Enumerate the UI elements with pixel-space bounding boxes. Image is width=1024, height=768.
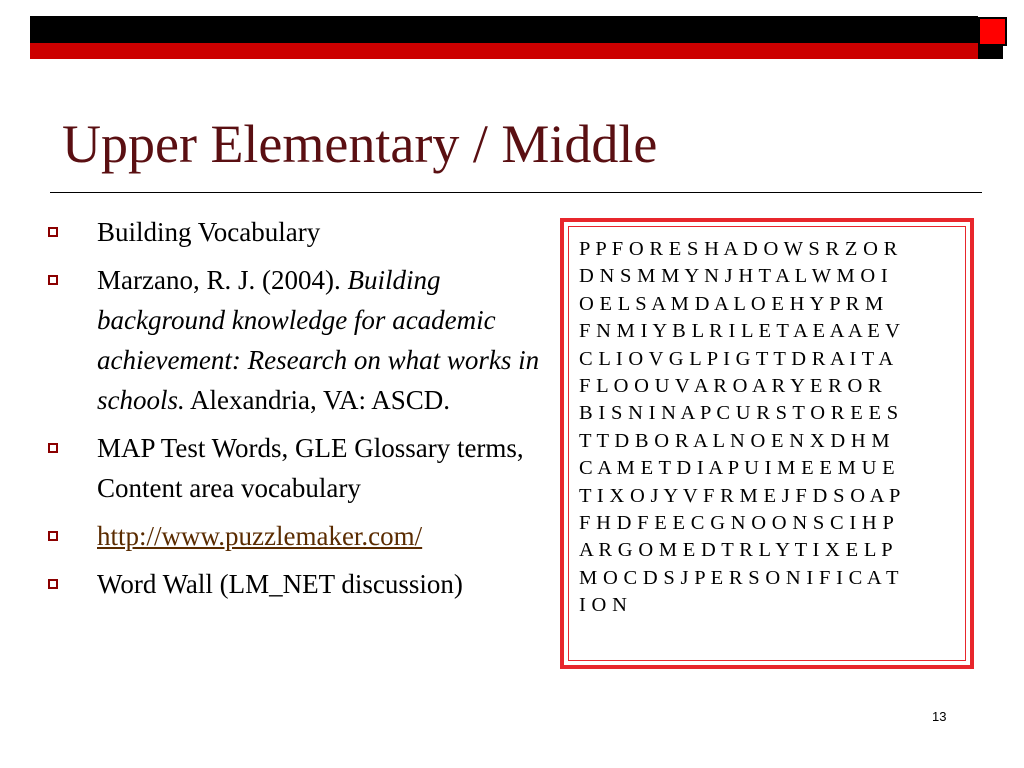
word-search-row: I O N [579, 594, 628, 617]
corner-square [978, 17, 1007, 46]
word-search-row: D N S M M Y N J H T A L W M O I [579, 265, 889, 288]
bullet-list [44, 212, 560, 612]
puzzlemaker-link[interactable]: http://www.puzzlemaker.com/ [97, 521, 423, 551]
square-bullet-icon [48, 579, 58, 589]
square-bullet-icon [48, 531, 58, 541]
word-search-row: P P F O R E S H A D O W S R Z O R [579, 238, 898, 260]
word-search-inner-border [568, 226, 966, 661]
header-accent-strip [30, 43, 980, 59]
bullet-text: Building Vocabulary [97, 217, 321, 247]
corner-square-lower [978, 44, 1003, 59]
bullet-item [44, 428, 560, 508]
bullet-item [44, 564, 560, 604]
word-search-row: O E L S A M D A L O E H Y P R M [579, 292, 884, 315]
citation-title: Building background knowledge for academic achievement: Research on what works in schools. [97, 265, 540, 415]
word-search-row: F H D F E E C G N O O N S C I H P [579, 512, 895, 535]
word-search-row: M O C D S J P E R S O N I F I C A T [579, 566, 899, 589]
citation-author: Marzano, R. J. (2004). [97, 265, 348, 295]
square-bullet-icon [48, 275, 58, 285]
word-search-row: F N M I Y B L R I L E T A E A A E V [579, 320, 901, 343]
bullet-text: MAP Test Words, GLE Glossary terms, Content area vocabulary [97, 433, 524, 503]
word-search-row: C A M E T D I A P U I M E E M U E [579, 457, 895, 480]
word-search-row: A R G O M E D T R L Y T I X E L P [579, 539, 894, 562]
square-bullet-icon [48, 227, 58, 237]
bullet-item [44, 212, 560, 252]
word-search-row: B I S N I N A P C U R S T O R E E S [579, 402, 899, 425]
citation-publisher: Alexandria, VA: ASCD. [184, 385, 451, 415]
word-search-row: T T D B O R A L N O E N X D H M [579, 429, 890, 452]
word-search-row: C L I O V G L P I G T T D R A I T A [579, 347, 894, 370]
word-search-frame [560, 218, 974, 669]
slide-number: 13 [932, 709, 947, 724]
title-divider [50, 192, 982, 193]
bullet-text: Word Wall (LM_NET discussion) [97, 569, 463, 599]
bullet-item [44, 516, 560, 556]
square-bullet-icon [48, 443, 58, 453]
word-search-row: T I X O J Y V F R M E J F D S O A P [579, 484, 901, 507]
bullet-item [44, 260, 560, 420]
slide-title: Upper Elementary / Middle [62, 114, 658, 174]
word-search-grid [579, 236, 901, 620]
word-search-row: F L O O U V A R O A R Y E R O R [579, 375, 883, 398]
